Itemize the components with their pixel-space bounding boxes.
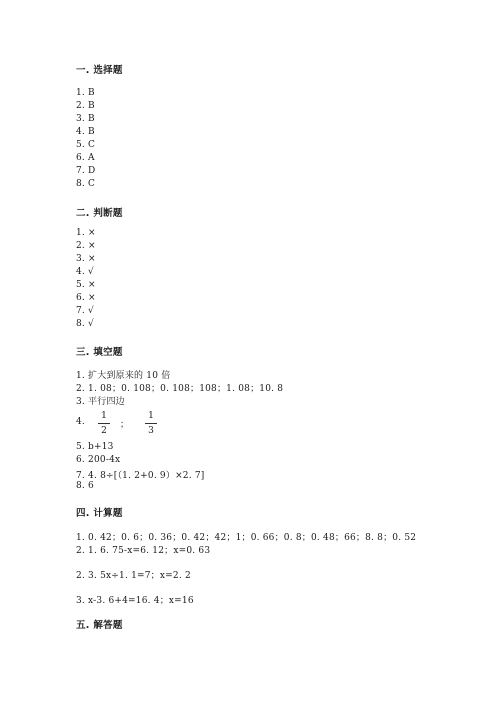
list-item: 5. ×	[76, 280, 96, 290]
list-item: 2. 1. 08；0. 108；0. 108；108；1. 08；10. 8	[76, 384, 284, 394]
list-item: 1. 扩大到原来的 10 倍	[76, 371, 171, 381]
list-item: 2. B	[76, 101, 95, 111]
list-item: 1. B	[76, 88, 95, 98]
section-title-fill-blank: 三. 填空题	[76, 347, 123, 358]
list-item: 8. C	[76, 179, 96, 189]
separator: ；	[120, 420, 130, 430]
list-item: 6. 200-4x	[76, 455, 121, 465]
list-item: 7. √	[76, 306, 94, 316]
list-item: 6. ×	[76, 293, 96, 303]
fraction-bar	[98, 423, 110, 424]
list-item: 3. 平行四边	[76, 397, 125, 407]
list-item: 1. ×	[76, 228, 96, 238]
list-item: 1. 0. 42；0. 6；0. 36；0. 42；42；1；0. 66；0. 8；0. 48；66；8. 8；0. 52	[76, 533, 417, 543]
section-title-word-problems: 五. 解答题	[76, 620, 123, 631]
list-item: 5. C	[76, 140, 96, 150]
fraction-denominator: 3	[148, 426, 154, 436]
fraction-numerator: 1	[148, 411, 154, 421]
list-item: 3. ×	[76, 254, 96, 264]
list-item: 7. 4. 8÷[（1. 2+0. 9）×2. 7]	[76, 471, 205, 481]
list-item: 8. 6	[76, 481, 94, 491]
list-item: 6. A	[76, 153, 95, 163]
fraction-denominator: 2	[101, 426, 107, 436]
section-title-choice: 一. 选择题	[76, 65, 123, 76]
fraction-one-third	[145, 411, 157, 437]
list-item: 2. 1. 6. 75-x=6. 12；x=0. 63	[76, 546, 211, 556]
list-item: 2. ×	[76, 241, 96, 251]
list-item: 3. x-3. 6+4=16. 4；x=16	[76, 596, 194, 606]
fraction-bar	[145, 423, 157, 424]
list-item: 2. 3. 5x÷1. 1=7；x=2. 2	[76, 571, 191, 581]
list-item: 3. B	[76, 114, 95, 124]
list-item: 4. B	[76, 127, 95, 137]
list-item-prefix: 4.	[76, 417, 85, 427]
list-item: 5. b+13	[76, 442, 114, 452]
list-item: 8. √	[76, 319, 94, 329]
fraction-one-half	[98, 411, 110, 437]
section-title-calculation: 四. 计算题	[76, 508, 123, 519]
list-item: 7. D	[76, 166, 96, 176]
fraction-numerator: 1	[101, 411, 107, 421]
section-title-judgment: 二. 判断题	[76, 208, 123, 219]
list-item: 4. √	[76, 267, 94, 277]
